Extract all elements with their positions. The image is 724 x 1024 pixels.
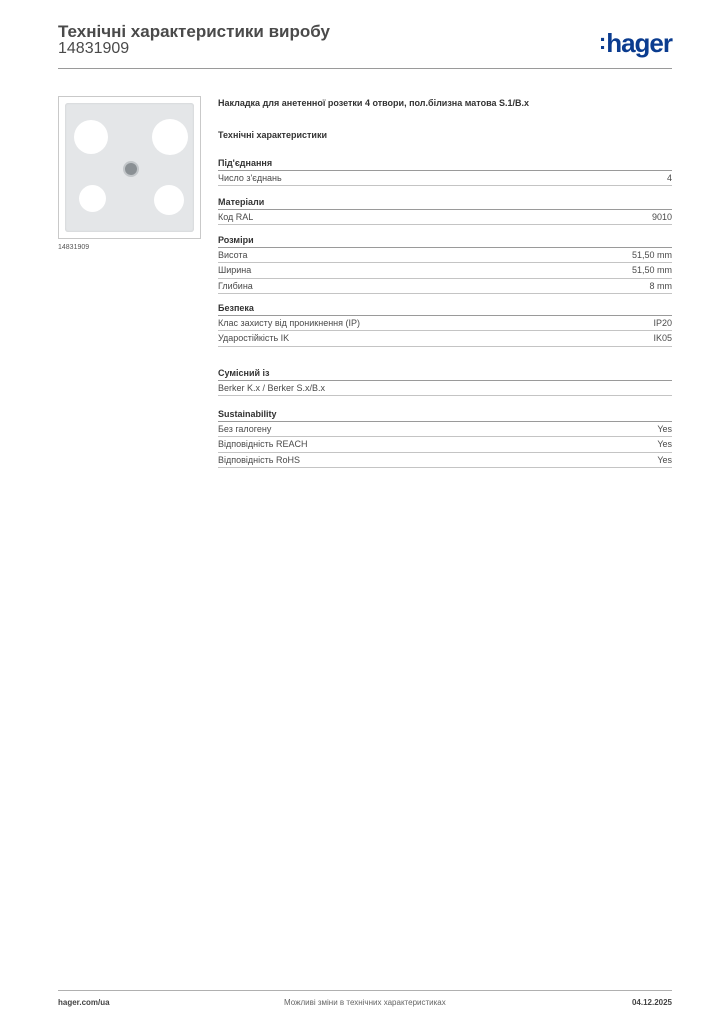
socket-hole-top-right — [152, 119, 188, 155]
spec-row — [218, 381, 672, 396]
section-title: Матеріали — [218, 195, 672, 210]
spec-label: Ударостійкість IK — [218, 333, 290, 344]
spec-label: Глибина — [218, 280, 253, 291]
cover-plate — [65, 103, 194, 232]
spec-row — [218, 263, 672, 278]
spec-label: Berker K.x / Berker S.x/B.x — [218, 383, 326, 393]
hager-logo — [599, 28, 672, 59]
spec-section-connection — [218, 156, 672, 186]
spec-label: Клас захисту від проникнення (IP) — [218, 318, 361, 328]
spec-row — [218, 279, 672, 294]
socket-hole-top-left — [74, 120, 108, 154]
spec-label: Код RAL — [218, 212, 254, 222]
spec-label: Без галогену — [218, 424, 272, 434]
section-title: Sustainability — [218, 407, 672, 422]
section-title: Під'єднання — [218, 156, 672, 171]
spec-section-compatible — [218, 366, 672, 396]
spec-label: Висота — [218, 250, 248, 260]
spec-row — [218, 210, 672, 225]
spec-value: 51,50 mm — [631, 265, 672, 276]
footer-note: Можливі зміни в технічних характеристиках — [284, 998, 446, 1007]
socket-hole-bottom-right — [154, 185, 184, 215]
spec-row — [218, 316, 672, 331]
section-title: Сумісний із — [218, 366, 672, 381]
spec-value: IP20 — [653, 318, 672, 328]
spec-value: IK05 — [653, 333, 672, 344]
socket-hole-bottom-left — [79, 185, 106, 212]
spec-value: 8 mm — [649, 280, 672, 291]
footer-date: 04.12.2025 — [631, 998, 672, 1007]
product-image — [58, 96, 201, 239]
spec-section-sustainability — [218, 407, 672, 468]
footer-website: hager.com/ua — [58, 998, 110, 1007]
spec-section-safety — [218, 301, 672, 347]
spec-row — [218, 422, 672, 437]
spec-value: 4 — [666, 173, 672, 183]
image-caption: 14831909 — [58, 244, 90, 251]
section-title: Розміри — [218, 233, 672, 248]
section-title: Безпека — [218, 301, 672, 316]
spec-label: Число з'єднань — [218, 173, 282, 183]
spec-label: Ширина — [218, 265, 252, 276]
product-code: 14831909 — [58, 40, 130, 57]
spec-value: Yes — [657, 439, 672, 450]
spec-row — [218, 248, 672, 263]
spec-value: Yes — [657, 454, 672, 465]
spec-value: 51,50 mm — [631, 250, 672, 260]
logo-dots-icon: : — [598, 29, 606, 54]
header-divider — [58, 68, 672, 69]
spec-value: 9010 — [651, 212, 672, 222]
spec-section-materials — [218, 195, 672, 225]
spec-row — [218, 331, 672, 346]
footer-divider — [58, 990, 672, 991]
product-description: Накладка для анетенної розетки 4 отвори, пол.білизна матова S.1/B.x — [218, 98, 530, 108]
document-title: Технічні характеристики виробу — [58, 22, 330, 41]
spec-label: Відповідність REACH — [218, 439, 308, 450]
spec-row — [218, 453, 672, 468]
specs-title: Технічні характеристики — [218, 130, 327, 140]
spec-value: Yes — [657, 424, 672, 434]
spec-section-dimensions — [218, 233, 672, 294]
spec-label: Відповідність RoHS — [218, 454, 300, 465]
logo-text: hager — [606, 28, 672, 58]
coax-connector-icon — [123, 161, 139, 177]
spec-row — [218, 437, 672, 452]
spec-row — [218, 171, 672, 186]
